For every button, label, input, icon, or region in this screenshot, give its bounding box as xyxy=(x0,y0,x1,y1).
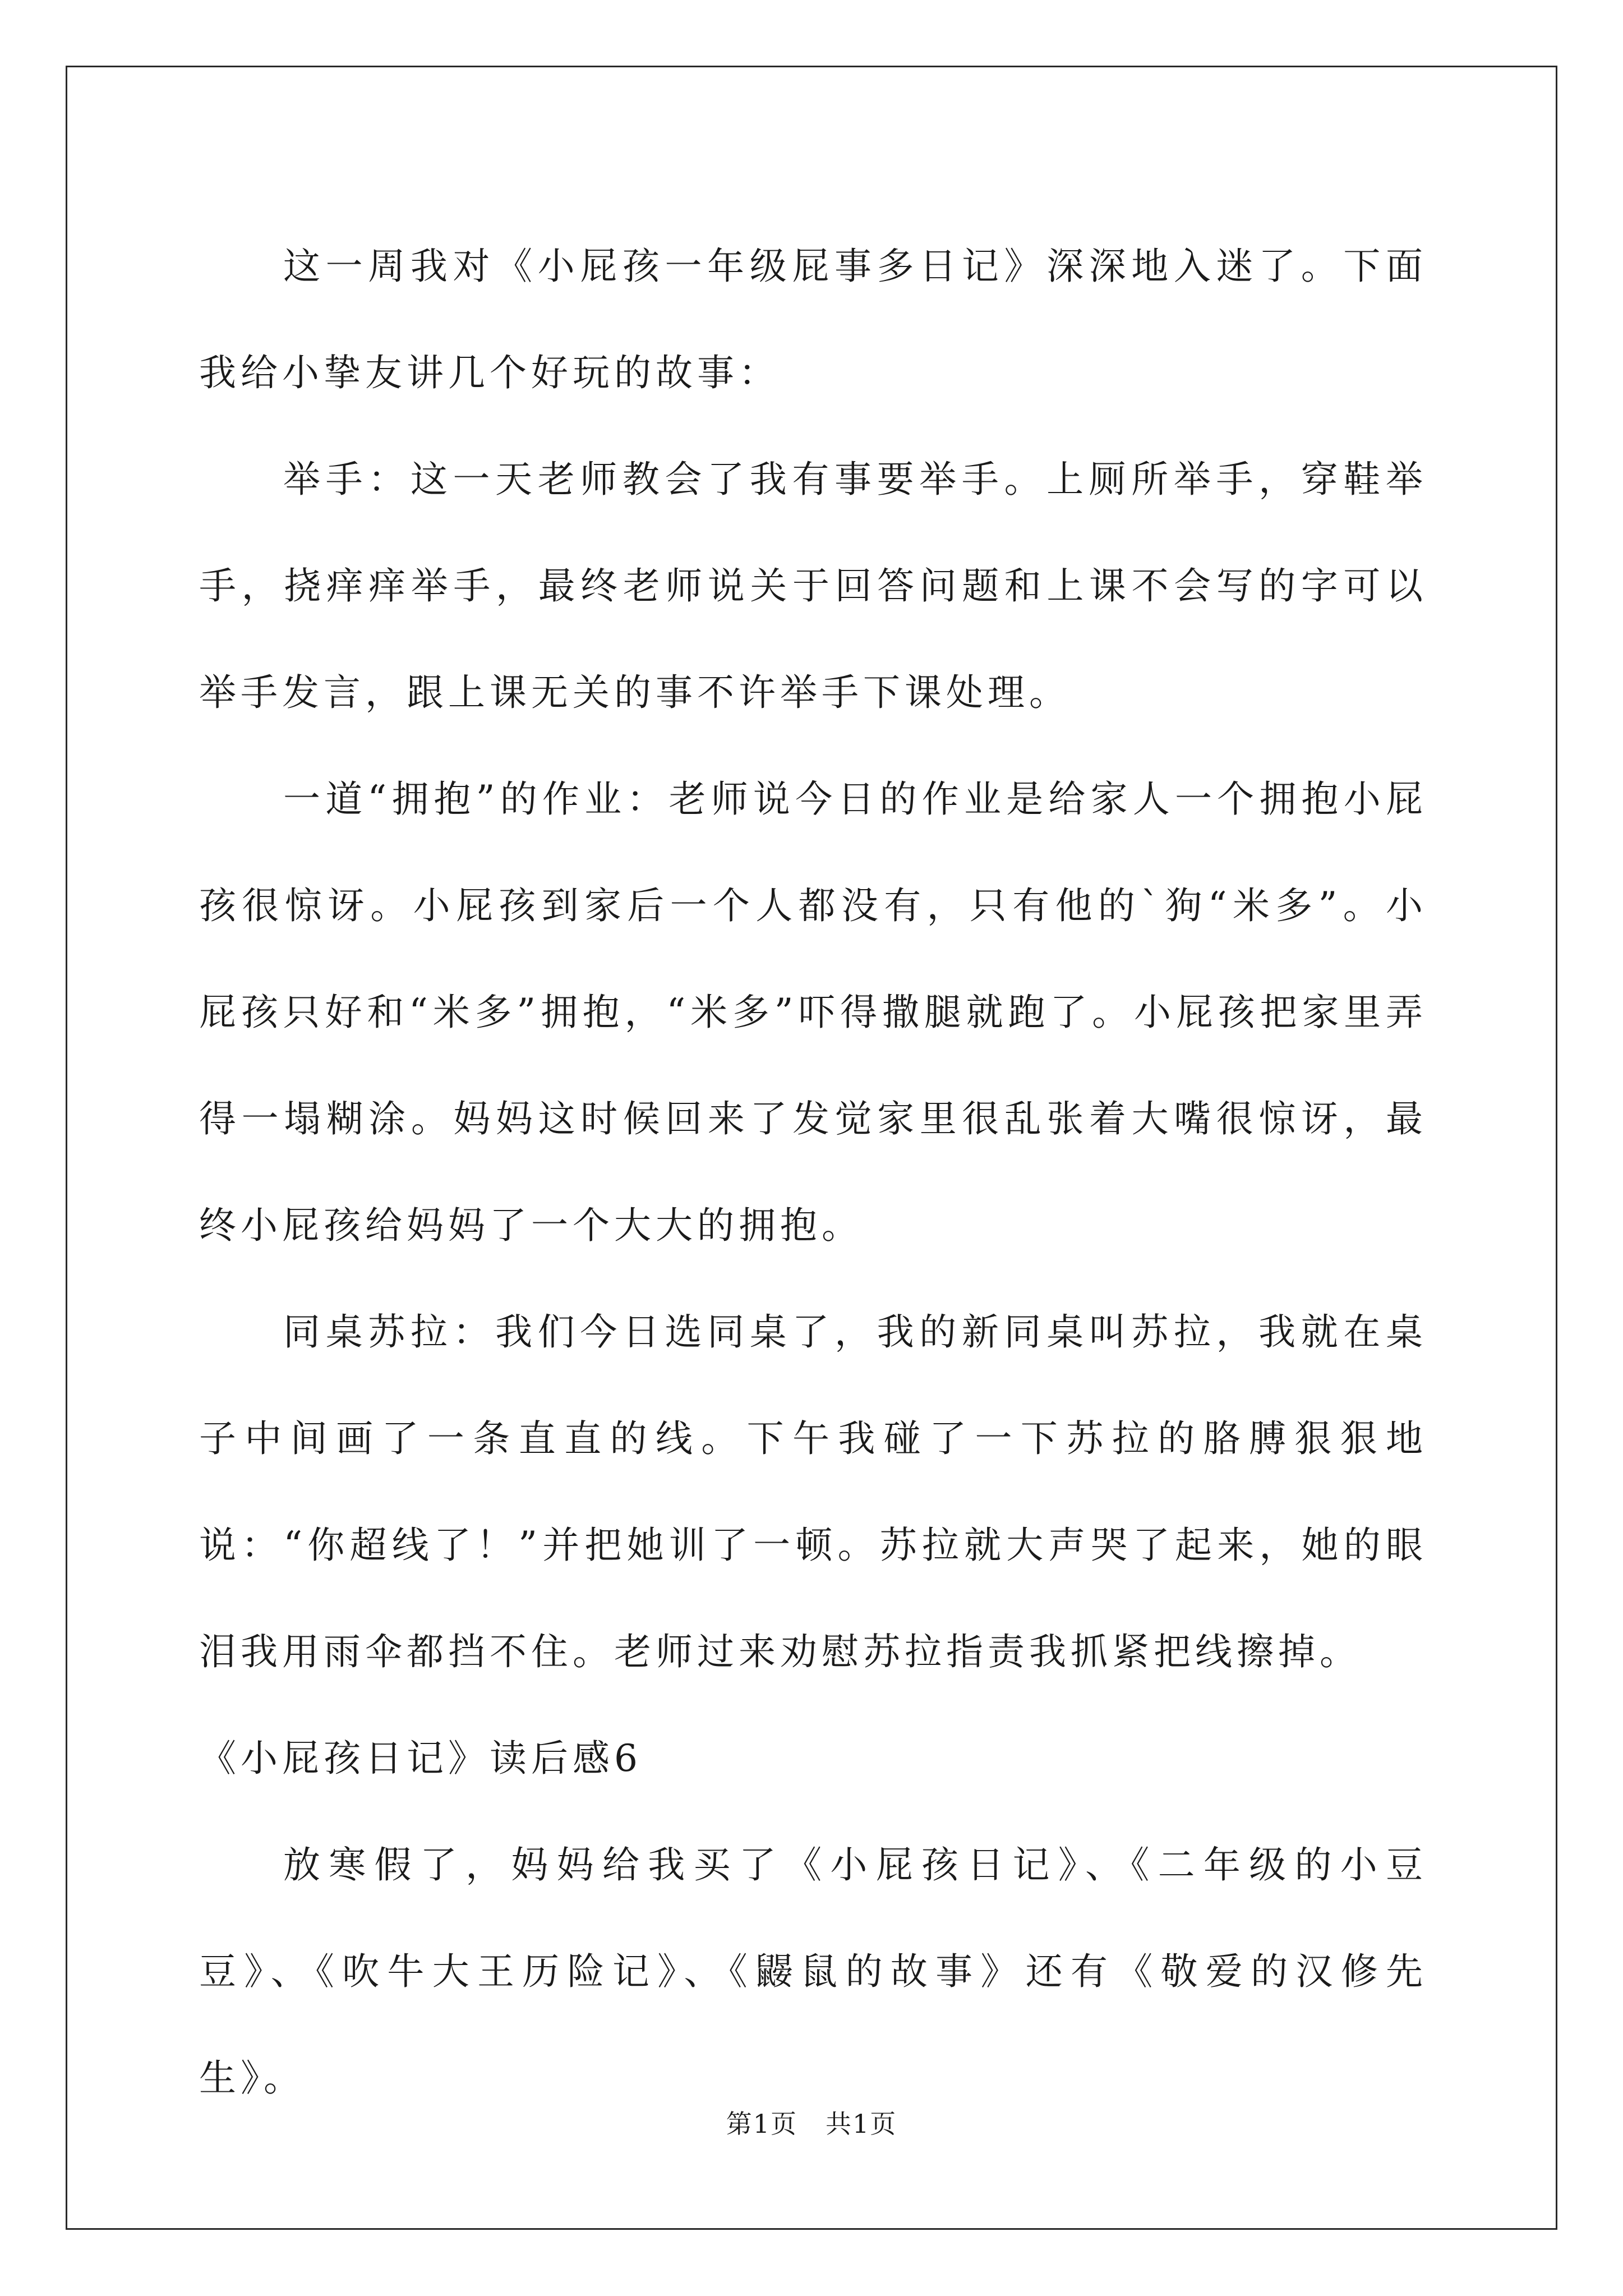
page-number-total: 共1页 xyxy=(826,2109,897,2139)
document-body xyxy=(199,213,1427,2132)
paragraph-winter-break: 放寒假了，妈妈给我买了《小屁孩日记》、《二年级的小豆豆》、《吹牛大王历险记》、《鼹鼠的故事》还有《敬爱的汉修先生》。 xyxy=(199,1843,1427,2100)
section-heading: 《小屁孩日记》读后感6 xyxy=(199,1737,642,1780)
paragraph-intro: 这一周我对《小屁孩一年级屁事多日记》深深地入迷了。下面我给小挚友讲几个好玩的故事： xyxy=(199,245,1427,394)
paragraph-deskmate: 同桌苏拉：我们今日选同桌了，我的新同桌叫苏拉，我就在桌子中间画了一条直直的线。下午我碰了一下苏拉的胳膊狠狠地说：“你超线了！”并把她训了一顿。苏拉就大声哭了起来，她的眼泪我用雨伞都挡不住。老师过来劝慰苏拉指责我抓紧把线擦掉。 xyxy=(199,1310,1427,1673)
page-number-current: 第1页 xyxy=(726,2109,797,2139)
page-footer xyxy=(0,2104,1623,2141)
paragraph-hug-homework: 一道“拥抱”的作业：老师说今日的作业是给家人一个拥抱小屁孩很惊讶。小屁孩到家后一个人都没有，只有他的`狗“米多”。小屁孩只好和“米多”拥抱，“米多”吓得撒腿就跑了。小屁孩把家里弄得一塌糊涂。妈妈这时候回来了发觉家里很乱张着大嘴很惊讶，最终小屁孩给妈妈了一个大大的拥抱。 xyxy=(199,777,1427,1247)
paragraph-raise-hand: 举手：这一天老师教会了我有事要举手。上厕所举手，穿鞋举手，挠痒痒举手，最终老师说关于回答问题和上课不会写的字可以举手发言，跟上课无关的事不许举手下课处理。 xyxy=(199,458,1427,714)
